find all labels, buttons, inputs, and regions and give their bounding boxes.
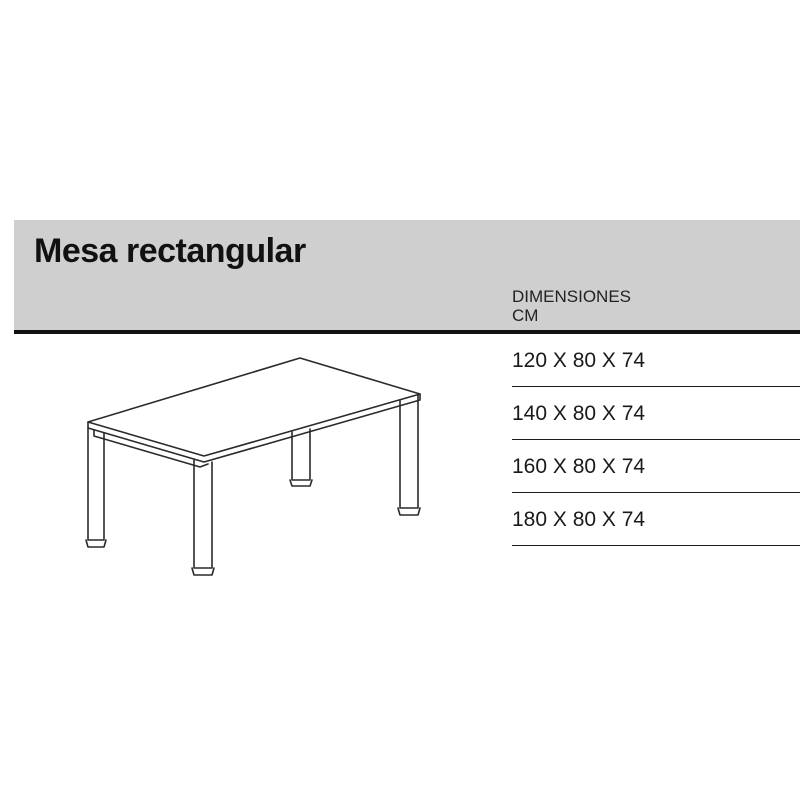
size-row-160 [512,440,800,493]
table-top-edge [88,394,420,462]
table-front-corner-leg [192,459,214,575]
dimensions-header-label: DIMENSIONES [512,287,632,306]
size-value: 160 X 80 X 74 [512,455,646,478]
dimensions-unit-label: CM [512,306,539,325]
table-top [88,358,420,456]
size-row-120 [512,334,800,387]
size-row-140 [512,387,800,440]
size-list [512,334,800,546]
size-value: 140 X 80 X 74 [512,402,646,425]
table-front-left-leg [86,428,106,547]
size-value: 120 X 80 X 74 [512,349,646,372]
product-title: Mesa rectangular [34,232,306,270]
table-back-leg [290,429,312,486]
rectangular-table-illustration [70,350,440,590]
size-value: 180 X 80 X 74 [512,508,646,531]
dimensions-column-header [512,287,631,325]
size-row-180 [512,493,800,546]
table-back-right-leg [398,395,420,515]
